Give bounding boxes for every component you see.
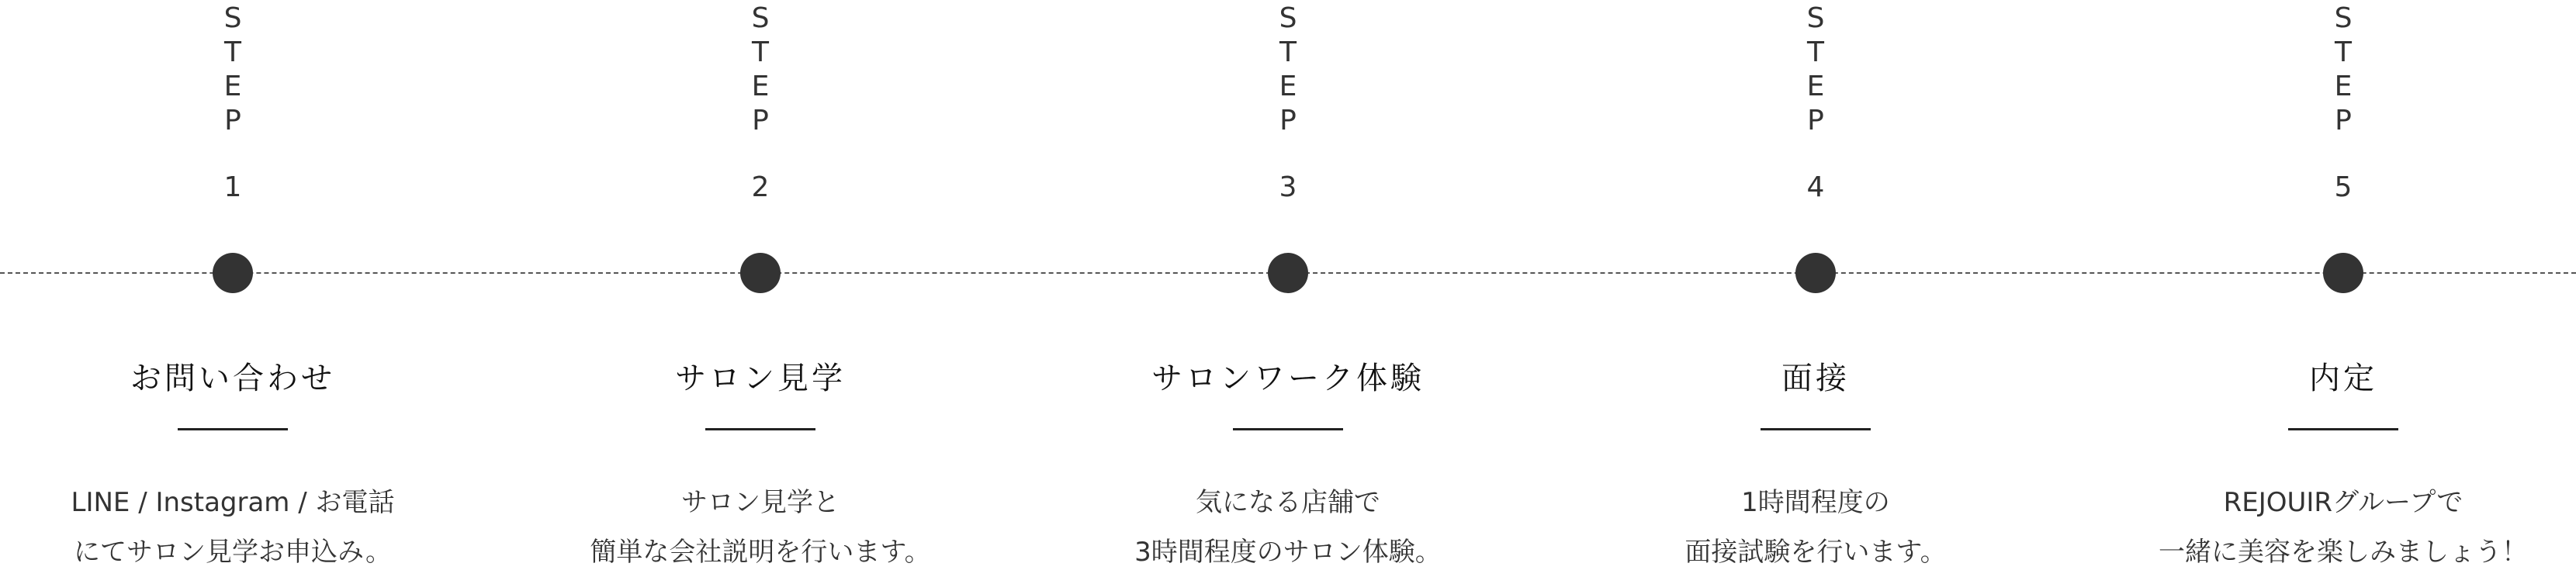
step-description <box>2087 478 2576 577</box>
step-description-line: LINE / Instagram / お電話 <box>71 487 395 518</box>
step-description-line: 1時間程度の <box>1741 487 1890 518</box>
timeline-dot <box>740 253 781 293</box>
step-label <box>504 2 1016 138</box>
step-letter: S <box>223 2 242 34</box>
step-2 <box>504 0 1016 568</box>
step-letter: P <box>1279 105 1297 136</box>
title-underline <box>1761 428 1871 430</box>
step-letter: T <box>224 36 241 68</box>
timeline-dot <box>1795 253 1836 293</box>
step-number: 3 <box>1279 171 1297 203</box>
step-letter: E <box>1806 71 1825 102</box>
step-letter: P <box>2335 105 2352 136</box>
timeline-dot <box>213 253 253 293</box>
step-description-line: 一緒に美容を楽しみましょう！ <box>2159 537 2528 568</box>
step-label <box>2087 2 2576 138</box>
step-title: 内定 <box>2309 361 2377 396</box>
step-number: 4 <box>1806 171 1825 203</box>
step-letter: T <box>1807 36 1824 68</box>
step-description <box>1560 478 2072 577</box>
step-description-line: にてサロン見学お申込み。 <box>73 537 393 568</box>
step-title: サロンワーク体験 <box>1151 361 1425 396</box>
step-number: 5 <box>2334 171 2353 203</box>
title-underline <box>178 428 288 430</box>
step-letter: E <box>751 71 770 102</box>
title-underline <box>1233 428 1343 430</box>
step-letter: P <box>224 105 241 136</box>
step-5 <box>2087 0 2576 568</box>
step-letter: E <box>223 71 242 102</box>
step-letter: T <box>752 36 769 68</box>
step-letter: S <box>2334 2 2353 34</box>
step-label <box>0 2 489 138</box>
step-description-line: 気になる店舗で <box>1196 487 1380 518</box>
timeline-dot <box>2323 253 2363 293</box>
step-title: 面接 <box>1781 361 1850 396</box>
step-description <box>0 478 489 577</box>
step-number: 2 <box>751 171 770 203</box>
step-description-line: 3時間程度のサロン体験。 <box>1134 537 1442 568</box>
step-letter: S <box>1279 2 1297 34</box>
step-letter: T <box>2335 36 2352 68</box>
step-description-line: REJOUIRグループで <box>2223 487 2463 518</box>
title-underline <box>705 428 815 430</box>
timeline-dot <box>1268 253 1308 293</box>
step-description <box>504 478 1016 577</box>
step-description-line: 面接試験を行います。 <box>1684 537 1947 568</box>
step-letter: E <box>1279 71 1297 102</box>
step-letter: P <box>1807 105 1824 136</box>
step-description <box>1032 478 1544 577</box>
step-letter: S <box>751 2 770 34</box>
step-title: サロン見学 <box>675 361 846 396</box>
step-letter: P <box>752 105 769 136</box>
step-letter: S <box>1806 2 1825 34</box>
step-description-line: サロン見学と <box>681 487 840 518</box>
step-label <box>1560 2 2072 138</box>
step-3 <box>1032 0 1544 568</box>
step-4 <box>1560 0 2072 568</box>
step-title: お問い合わせ <box>130 361 335 396</box>
title-underline <box>2288 428 2398 430</box>
step-letter: E <box>2334 71 2353 102</box>
step-letter: T <box>1279 36 1297 68</box>
step-label <box>1032 2 1544 138</box>
step-description-line: 簡単な会社説明を行います。 <box>590 537 931 568</box>
step-1 <box>0 0 489 568</box>
step-number: 1 <box>223 171 242 203</box>
